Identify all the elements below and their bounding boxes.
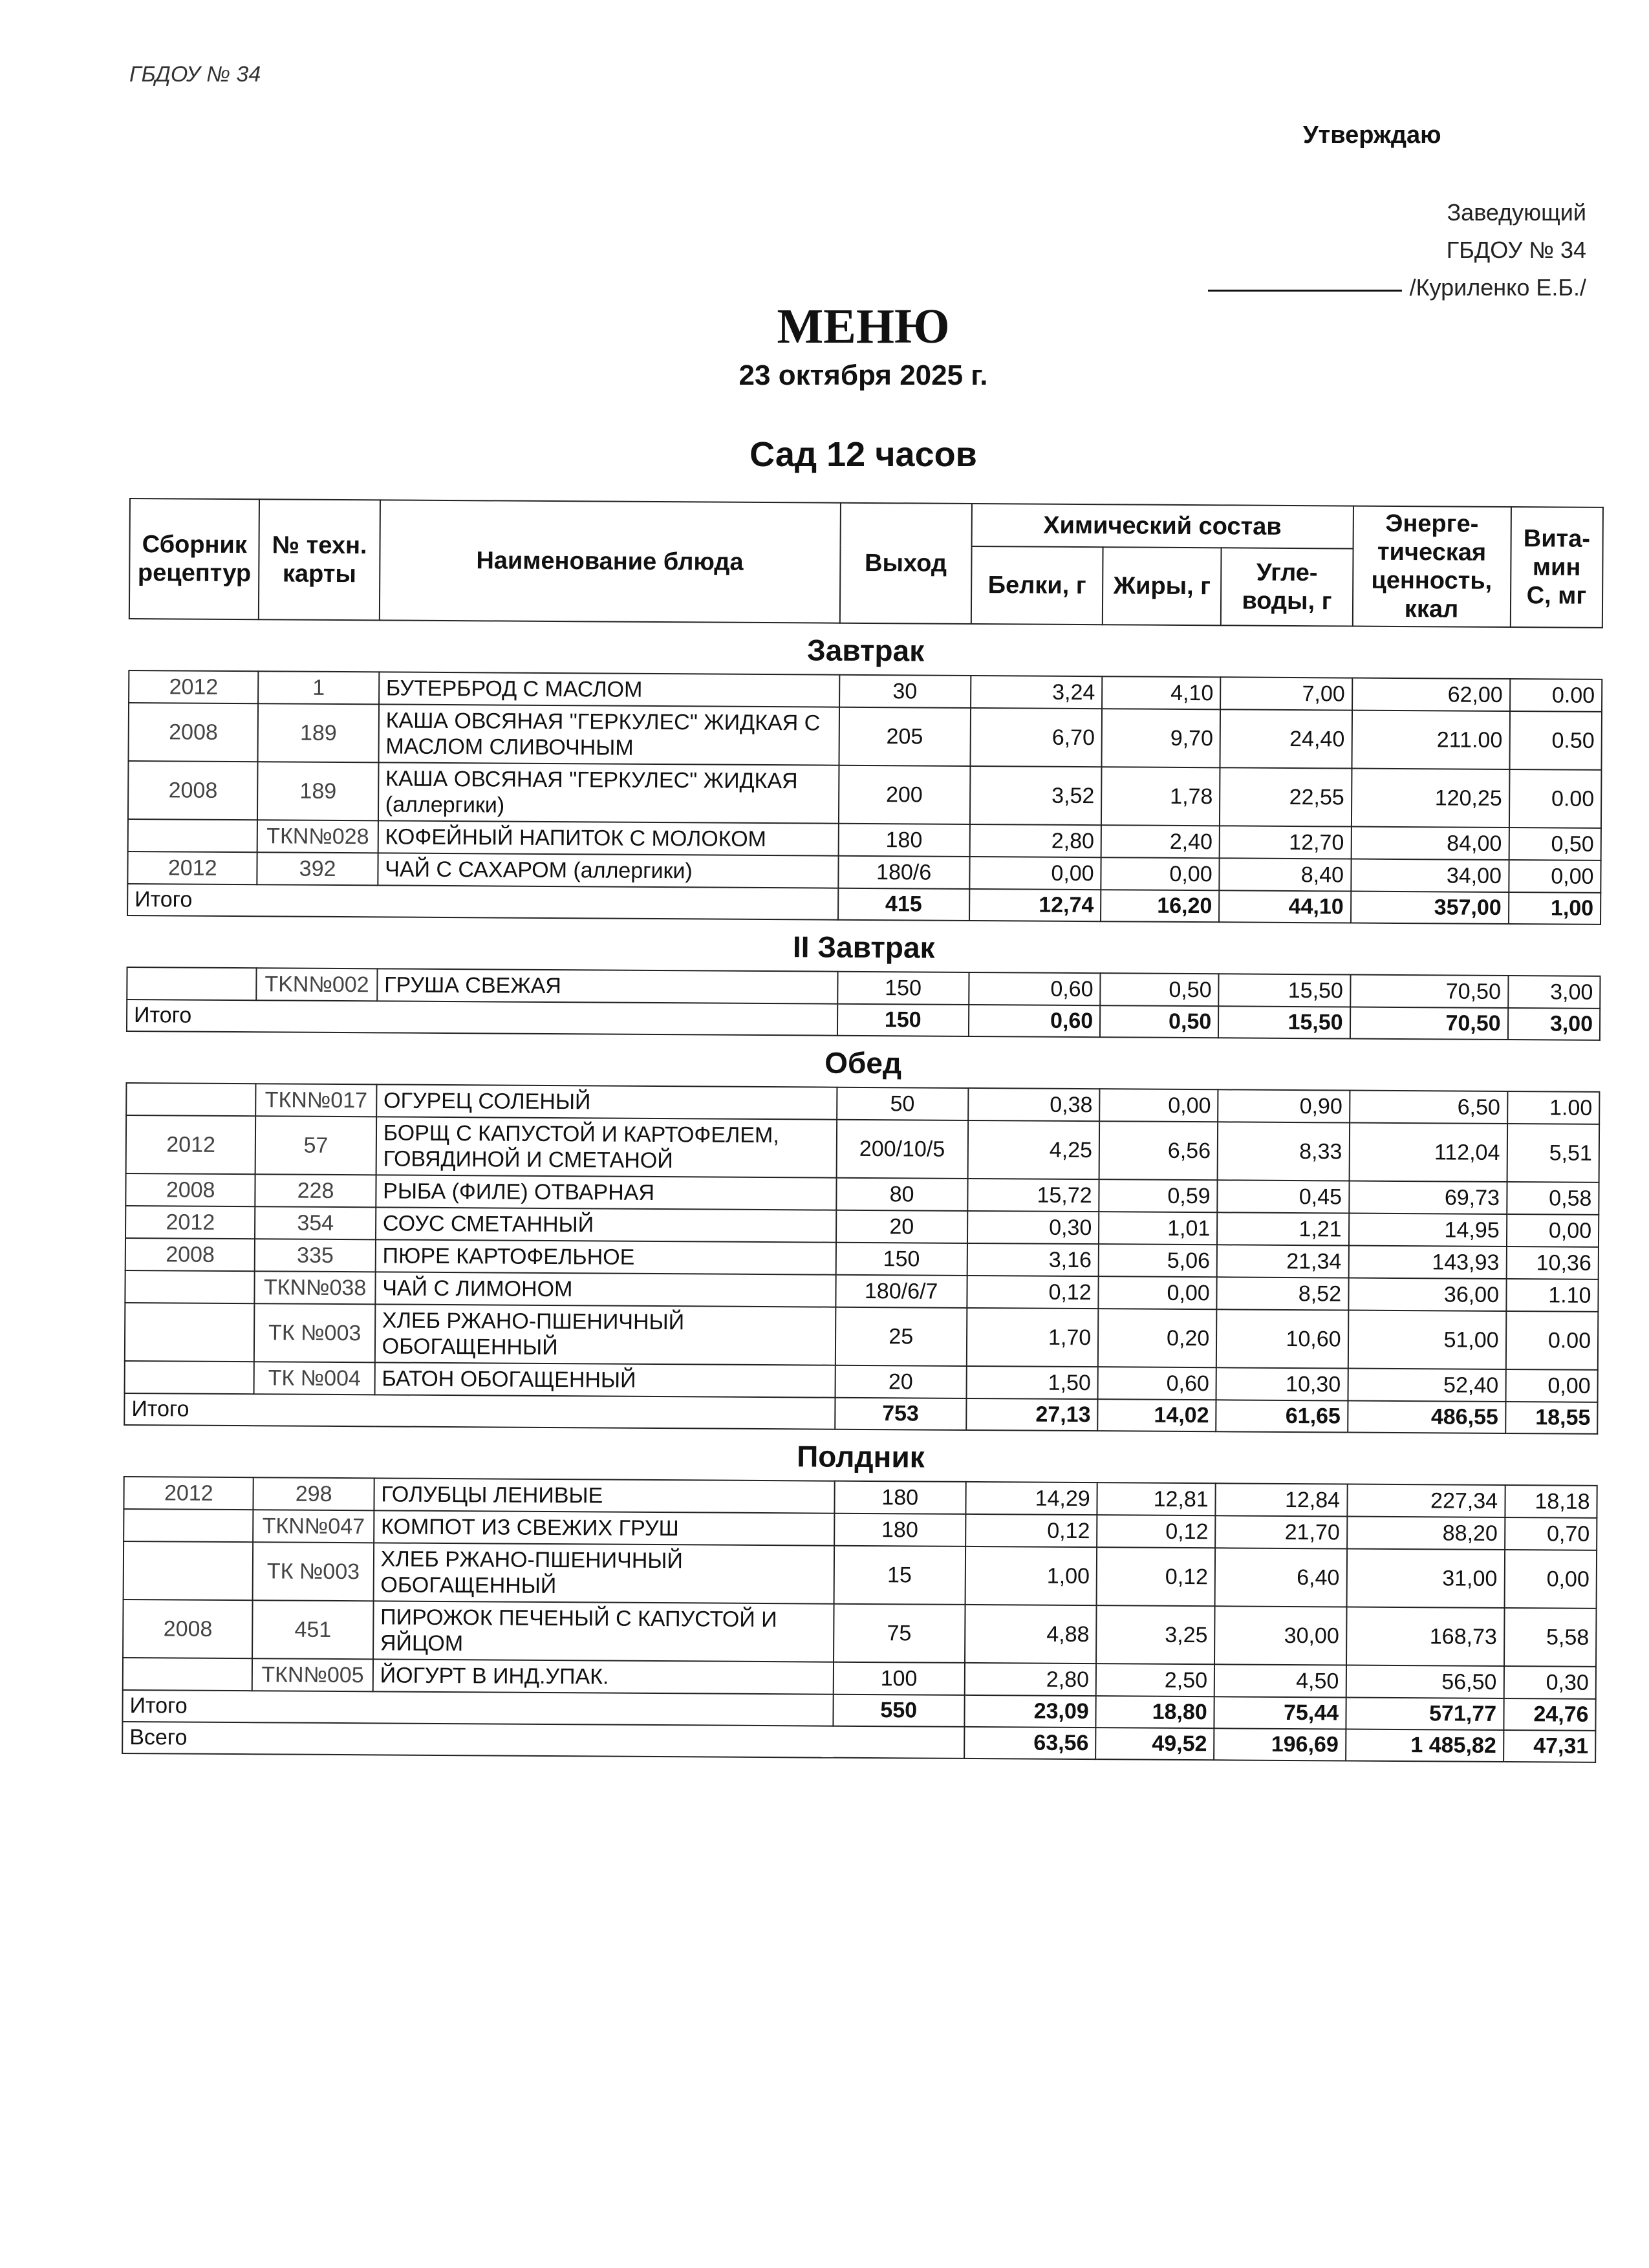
nutrient-f: 1,01 [1099,1212,1217,1245]
nutrient-c: 4,50 [1214,1664,1346,1697]
nutrient-e: 14,95 [1349,1214,1507,1246]
dish-output: 20 [835,1365,967,1398]
total-label: Итого [124,1393,835,1429]
tech-card-number: ТКN№047 [253,1510,374,1543]
nutrient-p: 2,80 [969,824,1101,857]
nutrient-p: 0,00 [969,857,1101,890]
nutrient-f: 0,12 [1097,1547,1216,1606]
dish-output: 205 [839,707,971,766]
menu-body [122,619,1602,1762]
total-e: 571,77 [1346,1698,1503,1730]
nutrient-f: 6,56 [1099,1121,1218,1180]
total-c: 61,65 [1216,1400,1348,1432]
col-output: Выход [839,503,971,624]
nutrient-e: 6,50 [1350,1091,1507,1124]
col-protein: Белки, г [971,546,1103,625]
dish-output: 20 [835,1210,967,1243]
dish-output: 100 [833,1662,965,1695]
dish-output: 180/6 [838,856,970,889]
section-title: II Завтрак [127,915,1600,976]
tech-card-number: 451 [253,1600,374,1659]
nutrient-c: 10,60 [1216,1309,1348,1368]
dish-name: ХЛЕБ РЖАНО-ПШЕНИЧНЫЙ ОБОГАЩЕННЫЙ [373,1543,834,1603]
nutrient-v: 5,58 [1504,1608,1597,1667]
recipe-source [125,1303,255,1362]
nutrient-f: 0,00 [1101,857,1220,890]
nutrient-v: 0.00 [1509,769,1601,828]
dish-output: 50 [837,1087,969,1120]
nutrient-p: 1,50 [966,1366,1098,1399]
nutrient-e: 143,93 [1348,1246,1506,1279]
signatory-name: /Куриленко Е.Б./ [1409,274,1586,301]
total-output: 415 [838,888,970,921]
dish-output: 200/10/5 [836,1120,968,1179]
nutrient-e: 84,00 [1351,827,1509,860]
nutrient-p: 0,30 [967,1211,1099,1244]
nutrient-p: 0,12 [967,1276,1099,1309]
dish-name: КАША ОВСЯНАЯ "ГЕРКУЛЕС" ЖИДКАЯ (аллергики) [378,762,839,823]
nutrient-f: 1,78 [1101,767,1220,826]
nutrient-f: 9,70 [1102,709,1221,767]
tech-card-number: 189 [257,762,378,820]
col-chem: Химический состав [971,504,1353,549]
nutrient-p: 2,80 [965,1663,1097,1696]
dish-output: 25 [835,1307,967,1366]
nutrient-v: 1.10 [1506,1279,1599,1312]
nutrient-f: 0,60 [1098,1367,1216,1400]
nutrient-c: 8,52 [1217,1277,1349,1310]
dish-name: ГОЛУБЦЫ ЛЕНИВЫЕ [374,1478,834,1513]
nutrient-v: 0.00 [1510,679,1602,712]
section-header [129,619,1602,679]
total-label: Итого [127,884,838,920]
tech-card-number: ТК №003 [254,1303,375,1362]
dish-name: ГРУША СВЕЖАЯ [377,968,837,1003]
position-label: Заведующий [1447,199,1586,226]
table-row [126,1115,1600,1182]
menu-date: 23 октября 2025 г. [738,359,988,391]
recipe-source: 2008 [129,703,259,762]
dish-name: КОМПОТ ИЗ СВЕЖИХ ГРУШ [374,1510,834,1545]
total-output: 550 [833,1695,965,1727]
nutrient-p: 3,52 [970,766,1102,825]
nutrient-p: 1,00 [965,1546,1097,1605]
total-output: 150 [837,1004,969,1036]
total-v: 24,76 [1503,1698,1596,1731]
signature-line [1208,290,1402,292]
nutrient-e: 51,00 [1348,1311,1506,1369]
section-title: Обед [126,1031,1599,1092]
nutrient-c: 10,30 [1216,1367,1348,1400]
approve-label: Утверждаю [1303,122,1441,149]
page-title: МЕНЮ [777,299,950,354]
total-c: 15,50 [1218,1006,1350,1038]
table-row [125,1303,1599,1370]
nutrient-e: 34,00 [1351,859,1509,892]
nutrient-c: 12,84 [1216,1483,1348,1516]
total-label: Итого [122,1690,833,1726]
tech-card-number: 354 [255,1206,376,1239]
total-v: 3,00 [1507,1008,1600,1040]
nutrient-e: 52,40 [1348,1369,1505,1402]
grand-total-f: 49,52 [1095,1728,1214,1760]
tech-card-number: ТКN№038 [255,1271,376,1304]
col-vitc: Вита-мин С, мг [1510,507,1603,628]
dish-output: 150 [837,972,969,1005]
total-p: 0,60 [969,1005,1101,1037]
recipe-source [125,1361,255,1394]
nutrient-f: 0,59 [1099,1179,1217,1212]
section-title: Полдник [124,1425,1597,1486]
nutrient-c: 22,55 [1220,767,1352,826]
tech-card-number: 298 [253,1477,374,1510]
col-name: Наименование блюда [380,500,841,623]
nutrient-p: 3,16 [967,1243,1099,1276]
recipe-source: 2012 [126,1115,256,1174]
nutrient-p: 0,38 [968,1088,1100,1121]
total-e: 70,50 [1350,1007,1507,1040]
grand-total-e: 1 485,82 [1346,1729,1503,1762]
total-f: 0,50 [1100,1005,1218,1038]
tech-card-number: 1 [259,671,380,704]
recipe-source [125,1270,255,1303]
recipe-source [127,967,257,1000]
dish-name: КОФЕЙНЫЙ НАПИТОК С МОЛОКОМ [378,820,838,855]
recipe-source [124,1509,253,1542]
recipe-source [126,1083,256,1116]
nutrient-e: 227,34 [1347,1484,1505,1517]
recipe-source: 2008 [123,1599,253,1658]
recipe-source: 2012 [127,851,257,884]
nutrient-c: 8,40 [1220,858,1352,891]
total-f: 16,20 [1101,890,1219,922]
nutrient-c: 0,90 [1218,1089,1350,1122]
nutrient-c: 30,00 [1214,1606,1346,1665]
table-row [124,1541,1597,1609]
section-header [127,915,1600,976]
total-f: 18,80 [1096,1696,1214,1728]
dish-output: 80 [836,1178,968,1211]
nutrient-v: 0,58 [1507,1182,1599,1215]
table-row [129,703,1602,770]
nutrient-c: 12,70 [1220,826,1352,859]
nutrient-e: 56,50 [1346,1665,1503,1698]
nutrient-v: 0.00 [1505,1311,1598,1370]
nutrient-p: 4,25 [967,1120,1099,1179]
dish-output: 180 [834,1481,966,1514]
tech-card-number: ТК №003 [253,1542,374,1601]
dish-name: БАТОН ОБОГАЩЕННЫЙ [374,1362,835,1397]
nutrient-e: 70,50 [1350,975,1508,1008]
table-row [128,761,1602,828]
nutrient-v: 18,18 [1505,1485,1597,1518]
total-output: 753 [835,1398,967,1430]
total-v: 1,00 [1509,892,1601,925]
table-row [123,1599,1597,1667]
dish-name: ЧАЙ С ЛИМОНОМ [375,1272,835,1307]
col-card: № техн. карты [259,499,380,620]
nutrient-v: 0,00 [1504,1550,1597,1609]
signature-block [1208,194,1586,306]
nutrient-v: 0,50 [1509,828,1601,861]
nutrient-p: 14,29 [965,1482,1097,1515]
nutrient-f: 2,40 [1101,825,1220,858]
tech-card-number: ТК №004 [254,1362,375,1395]
nutrient-p: 0,60 [969,972,1101,1005]
dish-name: ПЮРЕ КАРТОФЕЛЬНОЕ [375,1239,835,1274]
recipe-source: 2012 [129,670,259,703]
dish-output: 150 [835,1243,967,1276]
nutrient-e: 120,25 [1351,769,1509,828]
grand-total-p: 63,56 [964,1727,1096,1759]
col-source: Сборник рецептур [129,498,260,619]
nutrient-p: 4,88 [965,1605,1097,1664]
recipe-source [123,1658,253,1691]
nutrient-e: 69,73 [1349,1181,1507,1214]
nutrient-f: 0,00 [1099,1089,1218,1122]
tech-card-number: 392 [257,852,378,885]
nutrient-v: 3,00 [1508,976,1600,1009]
nutrient-f: 0,50 [1100,973,1218,1006]
tech-card-number: ТКN№005 [252,1658,373,1691]
col-carbs: Угле-воды, г [1221,548,1353,626]
nutrient-c: 24,40 [1220,709,1352,768]
nutrient-e: 62,00 [1352,678,1510,711]
nutrient-c: 15,50 [1218,974,1350,1007]
total-f: 14,02 [1097,1399,1216,1431]
nutrient-v: 0,70 [1505,1517,1597,1550]
nutrient-p: 0,12 [965,1514,1097,1547]
col-fat: Жиры, г [1103,547,1222,625]
section-title: Завтрак [129,619,1602,679]
dish-name: БУТЕРБРОД С МАСЛОМ [379,672,839,707]
total-p: 23,09 [964,1695,1096,1728]
nutrient-c: 0,45 [1217,1180,1349,1213]
dish-output: 200 [838,765,970,824]
nutrient-p: 6,70 [970,708,1102,767]
dish-name: ПИРОЖОК ПЕЧЕНЫЙ С КАПУСТОЙ И ЯЙЦОМ [373,1601,834,1662]
total-c: 44,10 [1219,890,1351,923]
menu-table [122,498,1604,1763]
dish-name: ЙОГУРТ В ИНД.УПАК. [372,1659,833,1694]
dish-output: 15 [834,1546,965,1605]
dish-name: СОУС СМЕТАННЫЙ [376,1207,836,1242]
nutrient-e: 36,00 [1348,1278,1506,1311]
total-label: Итого [127,1000,837,1036]
nutrient-v: 1.00 [1507,1091,1600,1124]
tech-card-number: 57 [255,1116,376,1175]
dish-output: 30 [839,675,971,708]
nutrient-f: 2,50 [1096,1664,1214,1696]
nutrient-f: 3,25 [1096,1605,1215,1664]
section-header [126,1031,1599,1092]
nutrient-e: 88,20 [1347,1517,1505,1550]
recipe-source: 2012 [124,1477,253,1510]
dish-output: 180 [838,824,970,857]
recipe-source: 2008 [125,1238,255,1271]
nutrient-f: 0,20 [1098,1309,1217,1367]
tech-card-number: TKN№002 [257,968,378,1001]
nutrient-c: 21,34 [1217,1245,1349,1278]
dish-name: ОГУРЕЦ СОЛЕНЫЙ [376,1084,837,1119]
nutrient-e: 211.00 [1352,711,1510,769]
dish-name: БОРЩ С КАПУСТОЙ И КАРТОФЕЛЕМ, ГОВЯДИНОЙ И СМЕТАНОЙ [376,1117,836,1177]
nutrient-c: 7,00 [1220,677,1352,710]
nutrient-f: 5,06 [1099,1244,1217,1277]
total-e: 486,55 [1348,1401,1505,1433]
nutrient-v: 0,00 [1509,860,1601,893]
total-c: 75,44 [1214,1696,1346,1729]
institution-label: ГБДОУ № 34 [1446,237,1586,263]
dish-output: 180/6/7 [835,1275,967,1308]
recipe-source [124,1541,253,1600]
nutrient-f: 0,00 [1099,1276,1217,1309]
dish-name: ЧАЙ С САХАРОМ (аллергики) [378,853,838,888]
recipe-source [128,819,258,852]
col-energy: Энерге-тическая ценность, ккал [1352,506,1511,627]
nutrient-c: 8,33 [1218,1122,1350,1181]
nutrient-f: 12,81 [1097,1482,1216,1515]
grand-total-v: 47,31 [1503,1730,1596,1762]
nutrient-v: 10,36 [1506,1246,1599,1279]
nutrient-p: 15,72 [967,1179,1099,1212]
dish-name: КАША ОВСЯНАЯ "ГЕРКУЛЕС" ЖИДКАЯ С МАСЛОМ СЛИВОЧНЫМ [378,704,839,765]
nutrient-f: 4,10 [1102,676,1220,709]
section-header [124,1425,1597,1486]
tech-card-number: ТКN№028 [257,820,378,853]
tech-card-number: 189 [258,703,379,762]
total-v: 18,55 [1505,1402,1598,1434]
dish-name: ХЛЕБ РЖАНО-ПШЕНИЧНЫЙ ОБОГАЩЕННЫЙ [375,1304,835,1365]
total-p: 12,74 [969,889,1101,921]
nutrient-c: 6,40 [1215,1548,1347,1607]
dish-output: 75 [834,1604,965,1663]
total-p: 27,13 [966,1398,1098,1431]
total-e: 357,00 [1351,892,1509,924]
nutrient-v: 0,00 [1505,1369,1598,1402]
nutrient-e: 31,00 [1346,1549,1505,1608]
recipe-source: 2008 [125,1173,255,1206]
nutrient-e: 168,73 [1346,1607,1505,1666]
tech-card-number: 335 [255,1239,376,1272]
nutrient-v: 0.50 [1509,711,1602,770]
dish-output: 180 [834,1514,966,1546]
nutrient-c: 21,70 [1215,1515,1347,1548]
tech-card-number: ТКN№017 [256,1084,377,1117]
organization-label: ГБДОУ № 34 [129,62,261,87]
nutrient-e: 112,04 [1349,1123,1507,1182]
nutrient-f: 0,12 [1097,1515,1215,1548]
nutrient-v: 5,51 [1507,1124,1599,1182]
dish-name: РЫБА (ФИЛЕ) ОТВАРНАЯ [376,1175,836,1210]
grand-total-c: 196,69 [1214,1728,1346,1760]
nutrient-v: 0,00 [1507,1214,1599,1247]
grand-total-label: Всего [122,1722,964,1759]
recipe-source: 2012 [125,1206,255,1239]
recipe-source: 2008 [128,761,258,820]
tech-card-number: 228 [255,1174,376,1207]
nutrient-v: 0,30 [1503,1666,1596,1699]
menu-subtitle: Сад 12 часов [749,435,977,474]
nutrient-p: 1,70 [967,1308,1099,1367]
nutrient-c: 1,21 [1217,1212,1349,1245]
nutrient-p: 3,24 [971,676,1103,709]
